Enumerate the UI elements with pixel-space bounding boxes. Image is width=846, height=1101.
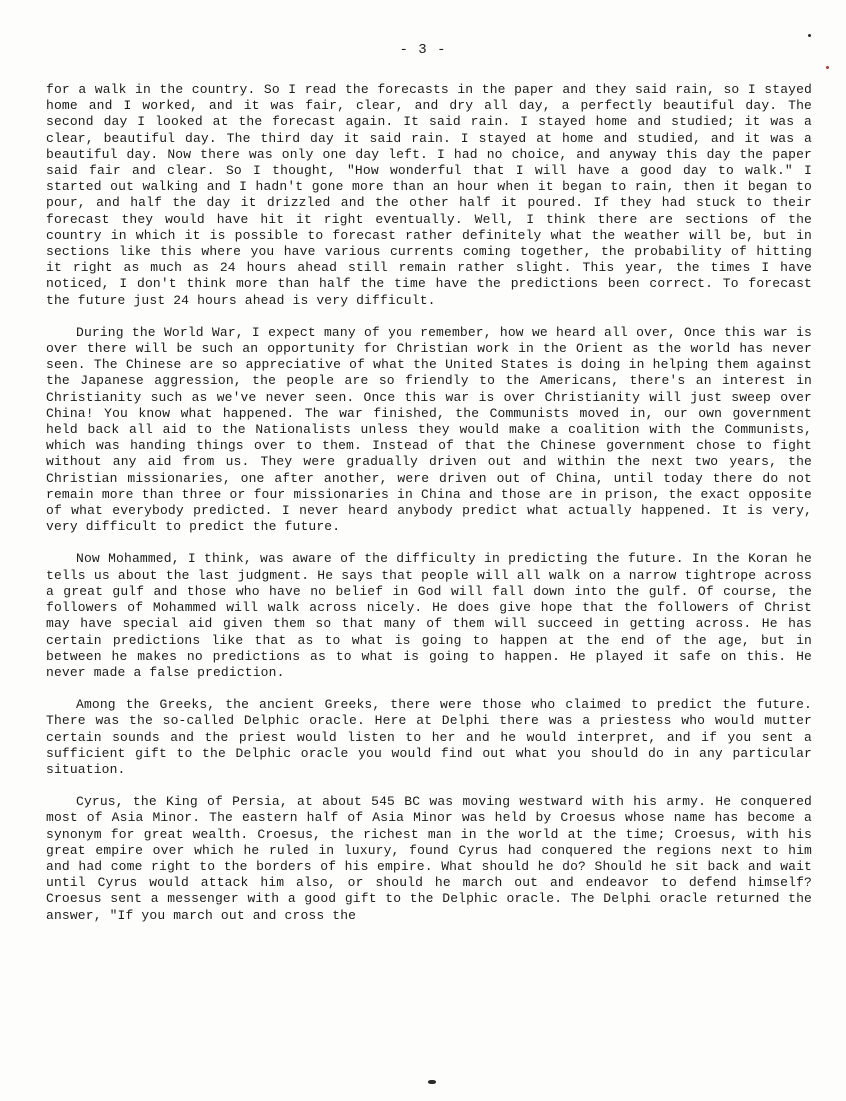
paragraph: During the World War, I expect many of you remember, how we heard all over, Once this war is over there will be such an opportunity for Christian work in the Orient as the world has never seen. The Chinese are so appreciative of what the United States is doing in helping them against the Japanese aggression, the people are so friendly to the Americans, there's an interest in Christianity such as we've never seen. Once this war is over Christianity will just sweep over China! You know what happened. The war finished, the Communists moved in, our own government held back all aid to the Nationalists unless they would make a coalition with the Communists, which was handing things over to them. Instead of that the Chinese government chose to fight without any aid from us. They were gradually driven out and within the next two years, the Christian missionaries, one after another, were driven out of China, until today there do not remain more than three or four missionaries in China and those are in prison, the exact opposite of what everybody predicted. I never heard anybody predict what actually happened. It is very, very difficult to predict the future. — [46, 324, 812, 535]
body-text — [46, 82, 812, 924]
ink-speck — [826, 66, 829, 69]
paragraph: for a walk in the country. So I read the forecasts in the paper and they said rain, so I stayed home and I worked, and it was fair, clear, and dry all day, a perfectly beautiful day. The second day I looked at the forecast again. It said rain. I stayed home and studied; it was a clear, beautiful day. The third day it said rain. I stayed at home and studied, and it was a beautiful day. Now there was only one day left. I had no choice, and anyway this day the paper said fair and clear. So I thought, "How wonderful that I will have a good day to walk." I started out walking and I hadn't gone more than an hour when it began to rain, then it began to pour, and half the day it drizzled and the other half it poured. If they had stuck to their forecast they would have hit it right eventually. Well, I think there are sections of the country in which it is possible to forecast rather definitely what the weather will be, but in sections like this where you have various currents coming together, the probability of hitting it right as much as 24 hours ahead still remain rather slight. This year, the times I have noticed, I don't think more than half the time have the predictions been correct. To forecast the future just 24 hours ahead is very difficult. — [46, 82, 812, 308]
page-number: - 3 - — [399, 42, 447, 58]
paragraph: Cyrus, the King of Persia, at about 545 BC was moving westward with his army. He conquered most of Asia Minor. The eastern half of Asia Minor was held by Croesus whose name has become a synonym for great wealth. Croesus, the richest man in the world at the time; Croesus, with his great empire over which he ruled in luxury, found Cyrus had conquered the regions next to him and had come right to the borders of his empire. What should he do? Should he sit back and wait until Cyrus would attack him also, or should he march out and endeavor to defend himself? Croesus sent a messenger with a good gift to the Delphic oracle. The Delphi oracle returned the answer, "If you march out and cross the — [46, 794, 812, 923]
ink-speck — [428, 1080, 436, 1084]
paragraph: Among the Greeks, the ancient Greeks, there were those who claimed to predict the future. There was the so-called Delphic oracle. Here at Delphi there was a priestess who would mutter certain sounds and the priest would listen to her and he would interpret, and if you sent a sufficient gift to the Delphic oracle you would find out what you should do in any particular situation. — [46, 697, 812, 777]
ink-speck — [808, 34, 811, 37]
paragraph: Now Mohammed, I think, was aware of the difficulty in predicting the future. In the Koran he tells us about the last judgment. He says that people will all walk on a narrow tightrope across a great gulf and those who have no belief in God will fall down into the gulf. Of course, the followers of Mohammed will walk across nicely. He does give hope that the followers of Christ may have special aid given them so that many of them will succeed in getting across. He has certain predictions like that as to what is going to happen at the end of the age, but in between he makes no predictions as to what is going to happen. He played it safe on this. He never made a false prediction. — [46, 551, 812, 680]
